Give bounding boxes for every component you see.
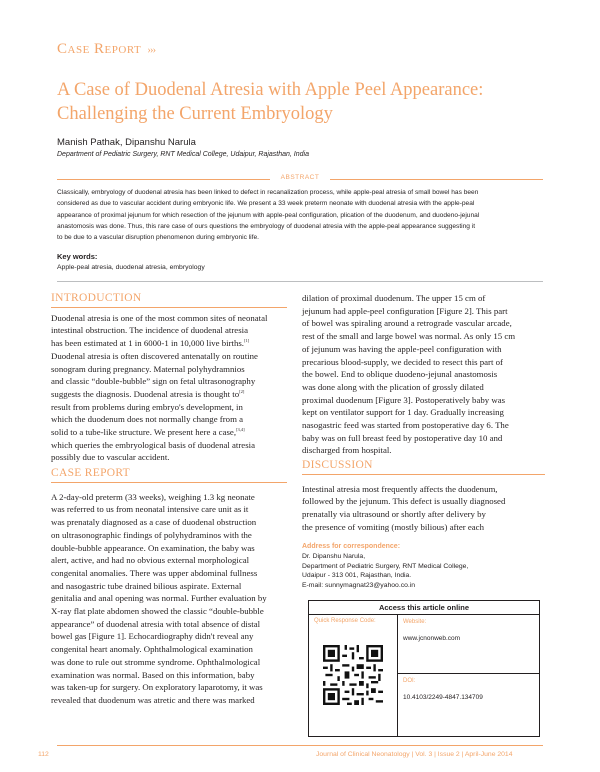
abstract-line: to be due to a vascular disruption phenomenon during embryonic life. (57, 234, 259, 242)
discussion-line: followed by the jejunum. This defect is usually diagnosed (302, 496, 506, 507)
intro-line: possibly due to vascular accident. (51, 452, 170, 463)
case-line: appearance” of duodenal atresia with total absence of distal (51, 618, 261, 629)
case-line: proximal duodenum [Figure 3]. Postoperatively baby was (302, 394, 506, 405)
case-line: examination was normal. Based on this information, baby (51, 669, 255, 680)
case-line: precarious blood-supply, we decided to resect this part of (302, 356, 503, 367)
abstract-line: Classically, embryology of duodenal atresia has been linked to defect in recanalization process, while apple-peal atresia of small bowel has been (57, 189, 479, 196)
correspondence-line: Department of Pediatric Surgery, RNT Medical College, (302, 562, 469, 570)
article-title (57, 78, 557, 126)
citation-ref[interactable]: [3,4] (236, 427, 245, 433)
intro-line: and classic “double-bubble” sign on fetal ultrasonography (51, 376, 256, 387)
citation-ref[interactable]: [1] (244, 338, 250, 344)
info-divider (398, 673, 539, 674)
case-line: was done along with the plication of grossly dilated (302, 381, 484, 392)
correspondence-line: Dr. Dipanshu Narula, (302, 553, 366, 560)
case-line: nasogastric feed was started from postoperative day 6. The (302, 420, 509, 431)
case-line: was referred to us from neonatal intensive care unit as it (51, 504, 249, 515)
case-line: double-bubble appearance. On examination, the baby was (51, 542, 255, 553)
intro-line: solid to a tube-like structure. We present here a case,[3,4] (51, 427, 245, 438)
doi-link[interactable]: 10.4103/2249-4847.134709 (403, 694, 483, 701)
introduction-heading-rule (51, 307, 287, 308)
page-number: 112 (38, 751, 49, 758)
website-label: Website: (403, 619, 427, 625)
case-line: congenital anomalies. There was upper abdominal fullness (51, 567, 258, 578)
case-line: bowel gas [Figure 1]. Echocardiography didn't reveal any (51, 631, 254, 642)
journal-citation: Journal of Clinical Neonatology | Vol. 3 | Issue 2 | April-June 2014 (316, 751, 513, 758)
case-line: of jejunum was having the apple-peel configuration with (302, 343, 502, 354)
discussion-heading: DISCUSSION (302, 459, 373, 471)
keywords-divider (57, 281, 543, 282)
section-arrows-icon: ››› (147, 44, 156, 56)
case-line: of bowel was spiraling around a retrograde vascular arcade, (302, 318, 512, 329)
keywords-text: Apple-peal atresia, duodenal atresia, embryology (57, 264, 205, 271)
case-line: baby was on full breast feed by postoperative day 10 and (302, 432, 503, 443)
case-line: discharged from hospital. (302, 445, 392, 456)
discussion-line: prenatally via ultrasound or shortly after delivery by (302, 509, 486, 520)
abstract-line: considered as due to vascular accident during embryonic life. We present a 33 week preterm neonate with duodenal atresia with the apple-peal (57, 200, 475, 208)
correspondence-box (302, 543, 545, 591)
case-line: on ultrasonographic findings of polyhydraminos with the (51, 529, 252, 540)
case-line: A 2-day-old preterm (33 weeks), weighing 1.3 kg neonate (51, 491, 255, 502)
abstract-line: appearance of proximal jejunum for which resection of the jejunum with apple-peal configuration, plication of the duodenum, and duodeno-jejunal (57, 211, 480, 219)
introduction-section (51, 292, 293, 464)
correspondence-email[interactable]: E-mail: sunnymagnat23@yahoo.co.in (302, 582, 416, 590)
abstract-label: ABSTRACT (270, 174, 330, 181)
title-line: Challenging the Current Embryology (57, 104, 333, 124)
abstract-line: anastomosis was done. Thus, this rare case of ours questions the embryology of duodenal atresia with the apple-peal appearance suggesting it (57, 222, 476, 230)
case-line: jejunum had apple-peel configuration [Figure 2]. This part (302, 305, 508, 316)
discussion-line: Intestinal atresia most frequently affects the duodenum, (302, 483, 498, 494)
case-line: rest of the small and large bowel was normal. As only 15 cm (302, 331, 516, 342)
case-report-heading-rule (51, 482, 287, 483)
article-info-cell (398, 615, 539, 736)
case-line: X-ray flat plate abdomen showed the classic “double-bubble (51, 606, 264, 617)
intro-line: which the duodenum does not normally change from a (51, 414, 244, 425)
authors: Manish Pathak, Dipanshu Narula (57, 137, 196, 148)
discussion-heading-rule (302, 474, 545, 475)
access-title: Access this article online (309, 601, 539, 615)
qr-code-icon[interactable] (323, 645, 383, 705)
intro-line: has been estimated at 1 in 6000-1 in 10,000 live births.[1] (51, 338, 250, 349)
intro-line: result from problems during embryo's development, in (51, 401, 243, 412)
section-tag (57, 41, 155, 58)
case-line: and nasogastric tube drained bilious aspirate. External (51, 580, 242, 591)
case-line: alert, active, and had no obvious external morphological (51, 555, 250, 566)
intro-line: Duodenal atresia is one of the most common sites of neonatal (51, 312, 268, 323)
discussion-line: the presence of vomiting (mostly bilious) after each (302, 521, 484, 532)
intro-line: suggests the diagnosis. Duodenal atresia is thought to[2] (51, 388, 245, 399)
citation-ref[interactable]: [2] (239, 389, 245, 394)
qr-cell (309, 615, 398, 736)
introduction-heading: INTRODUCTION (51, 292, 142, 304)
case-report-continued (302, 292, 545, 457)
correspondence-heading: Address for correspondence: (302, 543, 401, 550)
discussion-section (302, 459, 545, 534)
website-link[interactable]: www.jcnonweb.com (403, 635, 461, 642)
case-report-section (51, 467, 293, 707)
case-line: genitalia and anal opening was normal. Further evaluation by (51, 593, 267, 604)
case-line: was taken-up for surgery. On exploratory laparotomy, it was (51, 682, 263, 693)
qr-label: Quick Response Code: (314, 618, 376, 624)
title-line: A Case of Duodenal Atresia with Apple Peel Appearance: (57, 80, 484, 100)
section-label: Case Report (57, 41, 142, 57)
intro-line: sonogram during pregnancy. Maternal polyhydramnios (51, 363, 245, 374)
doi-label: DOI: (403, 678, 416, 684)
intro-line: which queries the embryological basis of duodenal atresia (51, 439, 255, 450)
intro-line: intestinal obstruction. The incidence of duodenal atresia (51, 325, 248, 336)
case-line: dilation of proximal duodenum. The upper 15 cm of (302, 293, 486, 303)
case-line: was prenataly diagnosed as a case of duodenal obstruction (51, 517, 257, 528)
access-online-box (308, 600, 540, 737)
case-line: kept on ventilator support for 1 day. Gradually increasing (302, 407, 504, 418)
correspondence-line: Udaipur - 313 001, Rajasthan, India. (302, 572, 412, 580)
footer-divider (57, 745, 543, 746)
case-line: the bowel. End to oblique duodeno-jejunal anastomosis (302, 369, 498, 380)
case-line: was done to rule out stromme syndrome. Ophthalmological (51, 656, 261, 667)
case-line: congenital heart anomaly. Ophthalmological examination (51, 644, 253, 655)
abstract-text (57, 187, 543, 243)
keywords-label: Key words: (57, 252, 98, 261)
case-report-heading: CASE REPORT (51, 467, 130, 479)
affiliation: Department of Pediatric Surgery, RNT Medical College, Udaipur, Rajasthan, India (57, 151, 309, 158)
case-line: revealed that duodenum was atretic and there was marked (51, 694, 255, 705)
intro-line: Duodenal atresia is often discovered antenatally on routine (51, 350, 258, 361)
